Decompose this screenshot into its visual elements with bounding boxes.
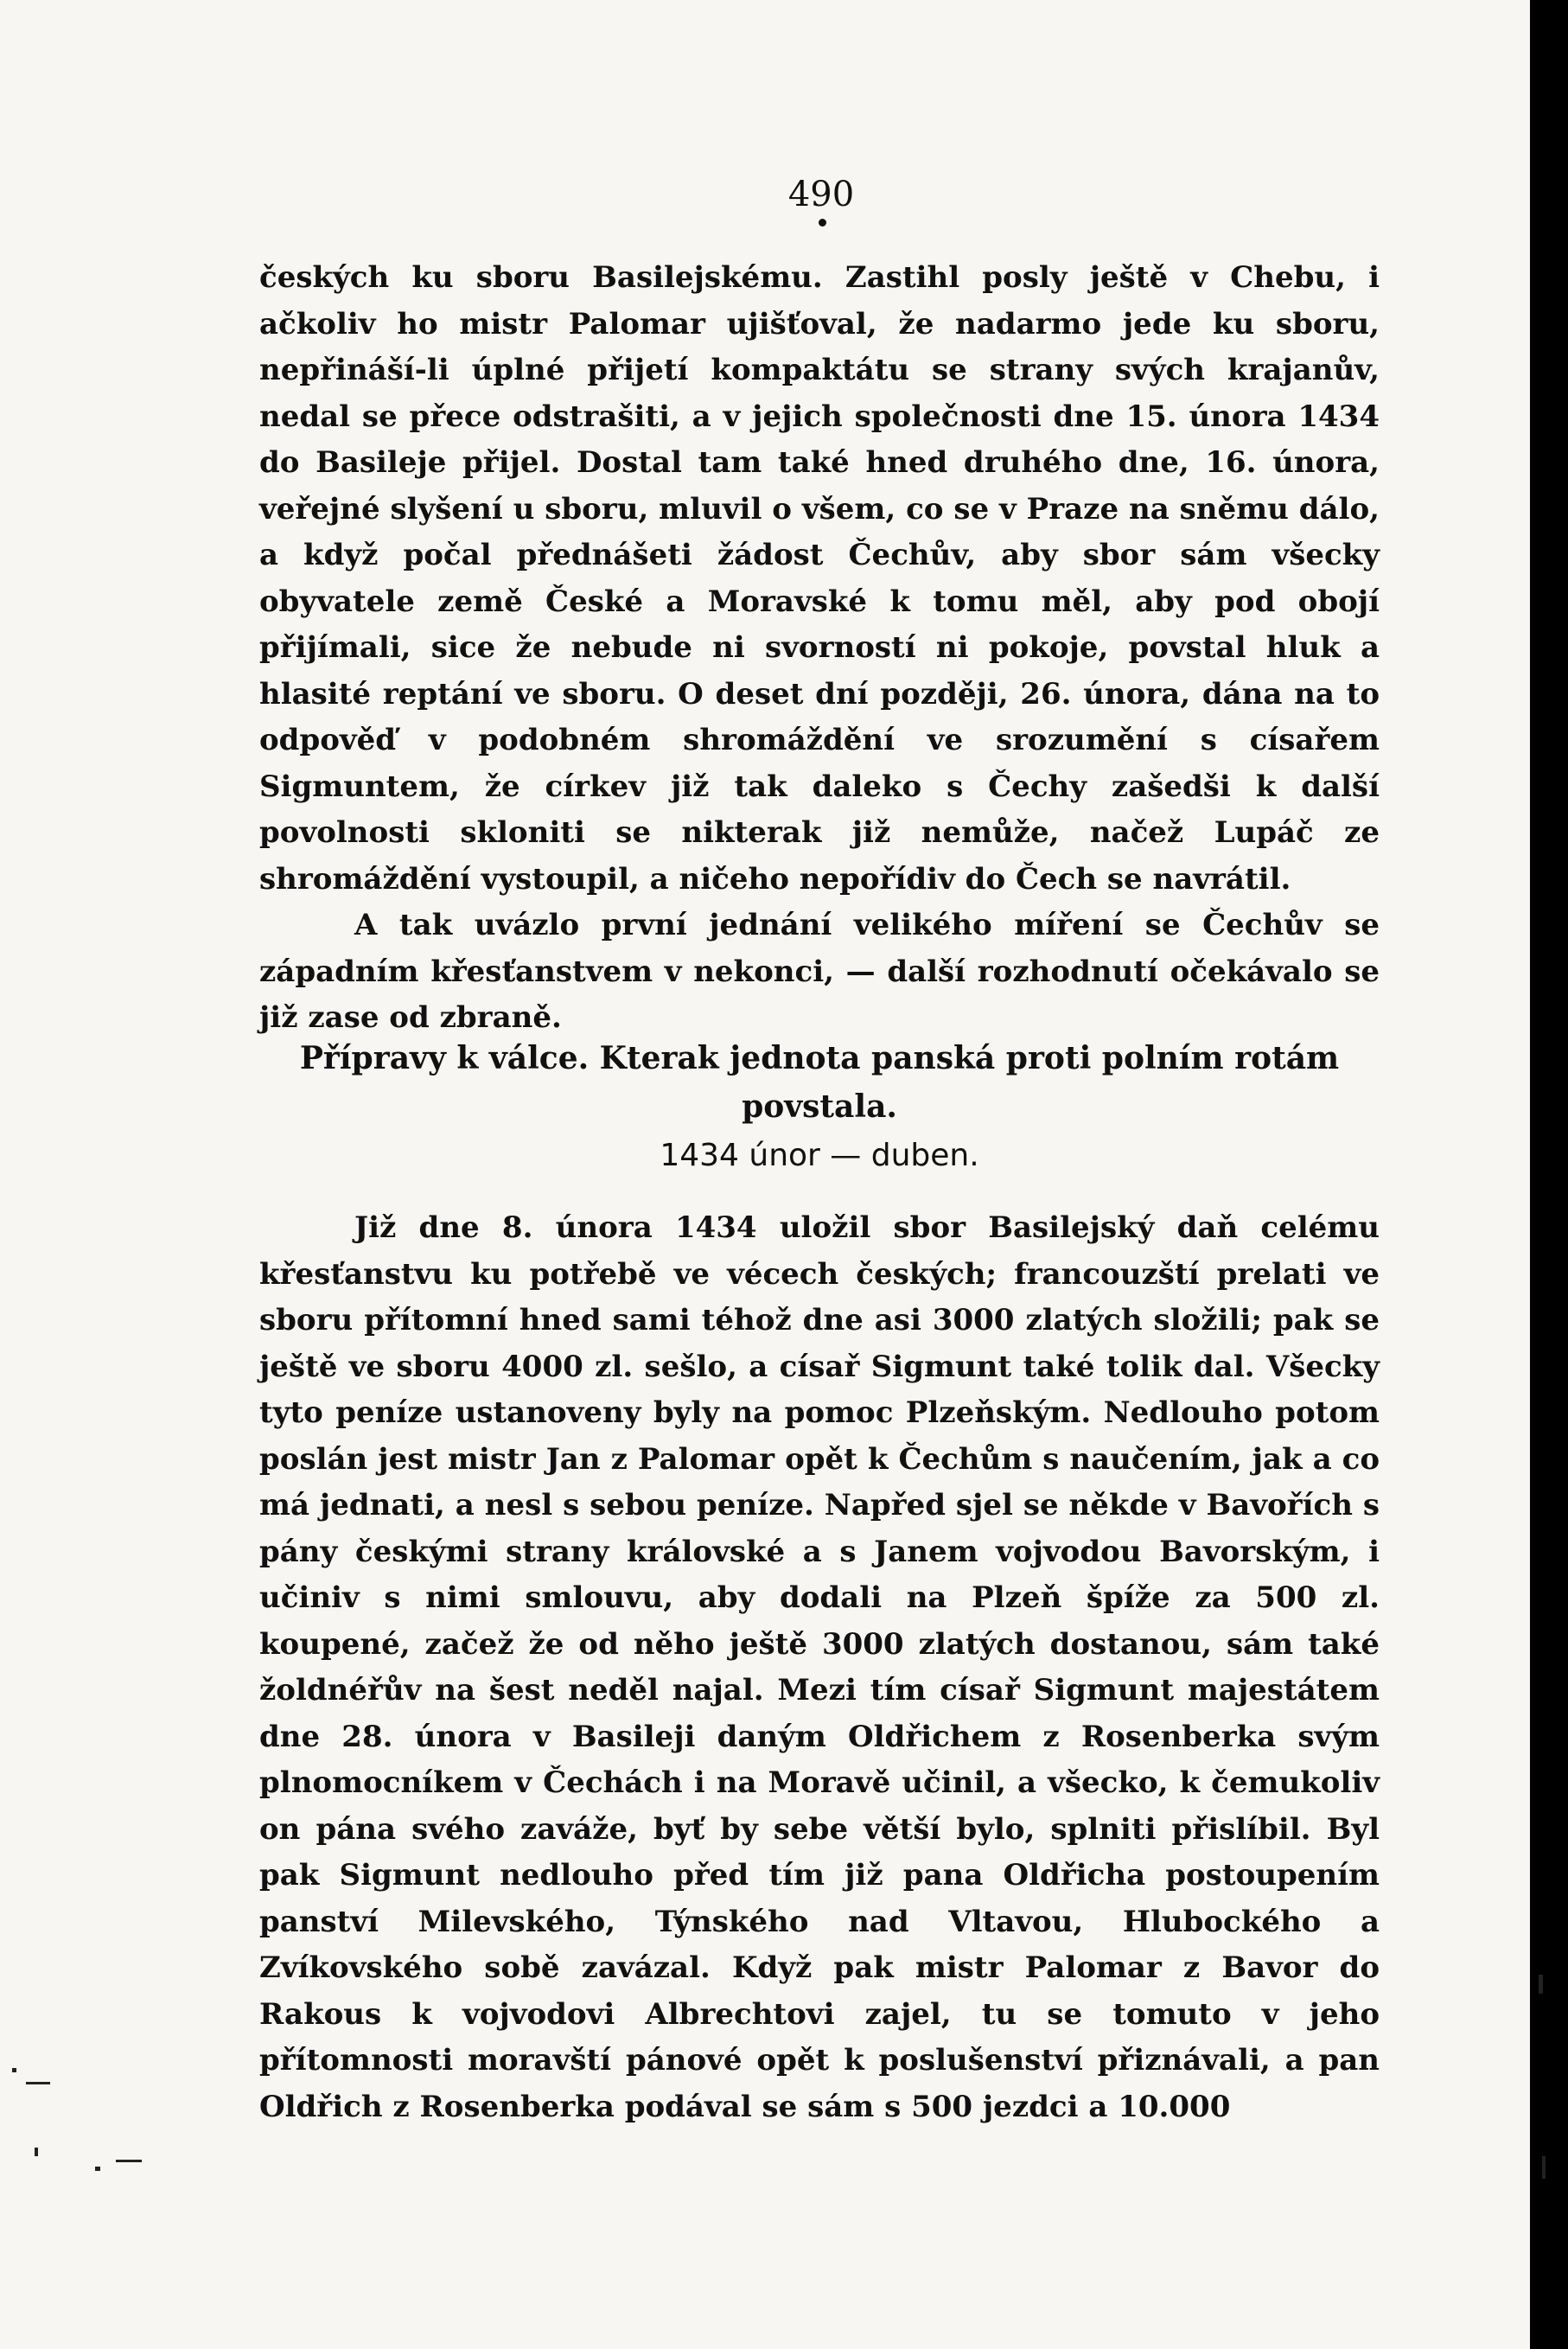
scan-speck (116, 2160, 142, 2162)
text-block-bottom (259, 1205, 1380, 2130)
page-number: 490 (787, 175, 855, 214)
paragraph-conclusion: A tak uvázlo první jednání velikého míření se Čechův se západním křesťanstvem v nekonci, — další rozhodnutí očekávalo se již zase od zbraně. (259, 908, 1380, 1035)
scan-speck (35, 2148, 38, 2156)
paragraph-continuation: českých ku sboru Basilejskému. Zastihl posly ještě v Chebu, i ačkoliv ho mistr Palomar ujišťoval, že nadarmo jede ku sboru, nepřináší-li úplné přijetí kompaktátu se strany svých krajanův, nedal se přece odstrašiti, a v jejich společnosti dne 15. února 1434 do Basileje přijel. Dostal tam také hned druhého dne, 16. února, veřejné slyšení u sboru, mluvil o všem, co se v Praze na sněmu dálo, a když počal přednášeti žádost Čechův, aby sbor sám všecky obyvatele země České a Moravské k tomu měl, aby pod obojí přijímali, sice že nebude ni svorností ni pokoje, povstal hluk a hlasité reptání ve sboru. O deset dní později, 26. února, dána na to odpověď v podobném shromáždění ve srozumění s císařem Sigmuntem, že církev již tak daleko s Čechy zašedši k další povolnosti skloniti se nikterak již nemůže, načež Lupáč ze shromáždění vystoupil, a ničeho nepořídiv do Čech se navrátil. (259, 260, 1380, 897)
scan-speck (26, 2082, 50, 2084)
scan-speck (1542, 2156, 1546, 2179)
paragraph-main: Již dne 8. února 1434 uložil sbor Basilejský daň celému křesťanstvu ku potřebě ve vécech českých; francouzští prelati ve sboru přítomní hned sami téhož dne asi 3000 zlatých složili; pak se ještě ve sboru 4000 zl. sešlo, a císař Sigmunt také tolik dal. Všecky tyto peníze ustanoveny byly na pomoc Plzeňským. Nedlouho potom poslán jest mistr Jan z Palomar opět k Čechům s naučením, jak a co má jednati, a nesl s sebou peníze. Napřed sjel se někde v Bavořích s pány českými strany královské a s Janem vojvodou Bavorským, i učiniv s nimi smlouvu, aby dodali na Plzeň špíže za 500 zl. koupené, začež že od něho ještě 3000 zlatých dostanou, sám také žoldnéřův na šest neděl najal. Mezi tím císař Sigmunt majestátem dne 28. února v Basileji daným Oldřichem z Rosenberka svým plnomocníkem v Čechách i na Moravě učinil, a všecko, k čemukoliv on pána svého zaváže, byť by sebe větší bylo, splniti přislíbil. Byl pak Sigmunt nedlouho před tím již pana Oldřicha postoupením panství Milevského, Týnského nad Vltavou, Hlubockého a Zvíkovského sobě zavázal. Když pak mistr Palomar z Bavor do Rakous k vojvodovi Albrechtovi zajel, tu se tomuto v jeho přítomnosti moravští pánové opět k poslušenství přiznávali, a pan Oldřich z Rosenberka podával se sám s 500 jezdci a 10.000 (259, 1210, 1380, 2124)
page-number-dot (819, 219, 826, 227)
scan-speck (1539, 1975, 1543, 1994)
scan-speck (95, 2167, 100, 2171)
scan-speck (12, 2068, 16, 2072)
text-block-top (259, 255, 1380, 1042)
section-heading-line-2: povstala. (742, 1088, 897, 1125)
section-heading-line-1: Přípravy k válce. Kterak jednota panská proti polním rotám (299, 1040, 1340, 1076)
section-date: 1434 únor — duben. (660, 1138, 979, 1173)
section-heading (259, 1034, 1380, 1131)
